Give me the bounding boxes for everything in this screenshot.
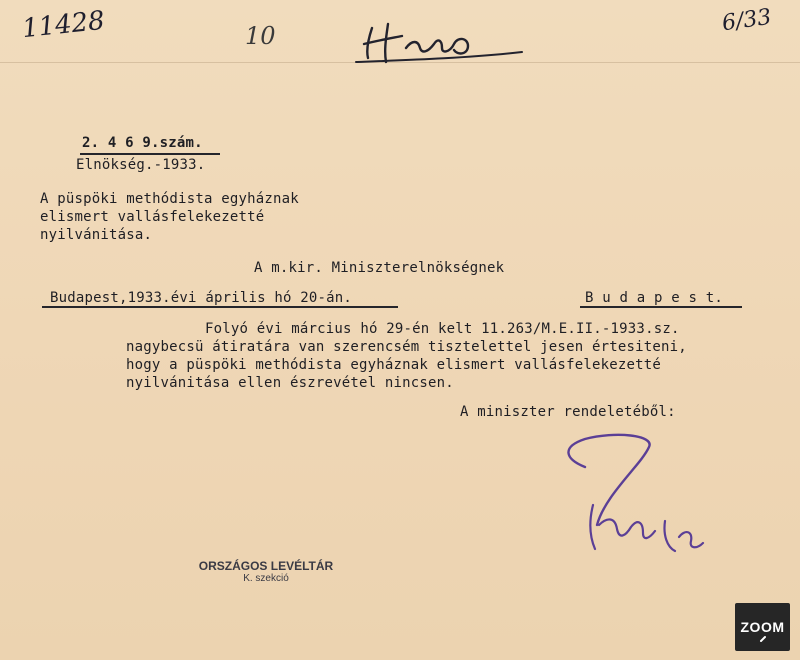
archive-stamp (196, 559, 336, 584)
subject-line-2: elismert vallásfelekezetté (40, 209, 265, 225)
date-line: Budapest,1933.évi április hó 20-án. (50, 290, 353, 306)
body-line-2: nagybecsü átiratára van szerencsém tisztelettel jesen értesiteni, (126, 339, 687, 355)
zoom-logo-text: ZOOM (740, 619, 785, 635)
handwritten-scribble-mark (350, 14, 530, 74)
zoom-logo-button[interactable] (735, 603, 790, 651)
body-line-1: Folyó évi március hó 29-én kelt 11.263/M.E.II.-1933.sz. (205, 321, 680, 337)
handwritten-number-top: 10 (245, 22, 276, 50)
archive-stamp-section: K. szekció (243, 573, 289, 584)
body-line-3: hogy a püspöki methódista egyháznak elismert vallásfelekezetté (126, 357, 661, 373)
body-line-4: nyilvánitása ellen észrevétel nincsen. (126, 375, 454, 391)
handwritten-ref-top-right: 6/33 (720, 4, 773, 37)
reference-number-underline (80, 153, 220, 155)
handwritten-number-top-left: 11428 (20, 5, 107, 45)
destination-city: B u d a p e s t. (585, 290, 724, 306)
subject-line-1: A püspöki methódista egyháznak (40, 191, 299, 207)
addressee: A m.kir. Miniszterelnökségnek (254, 260, 505, 276)
closing-formula: A miniszter rendeletéből: (460, 404, 676, 420)
handwritten-signature (545, 425, 725, 575)
subject-line-3: nyilvánitása. (40, 227, 153, 243)
presidency-year: Elnökség.-1933. (76, 157, 206, 173)
date-line-underline (42, 306, 398, 308)
archive-stamp-name: ORSZÁGOS LEVÉLTÁR (198, 559, 334, 573)
destination-underline (580, 306, 742, 308)
magnifier-icon (759, 629, 773, 643)
reference-number: 2. 4 6 9.szám. (82, 135, 203, 151)
